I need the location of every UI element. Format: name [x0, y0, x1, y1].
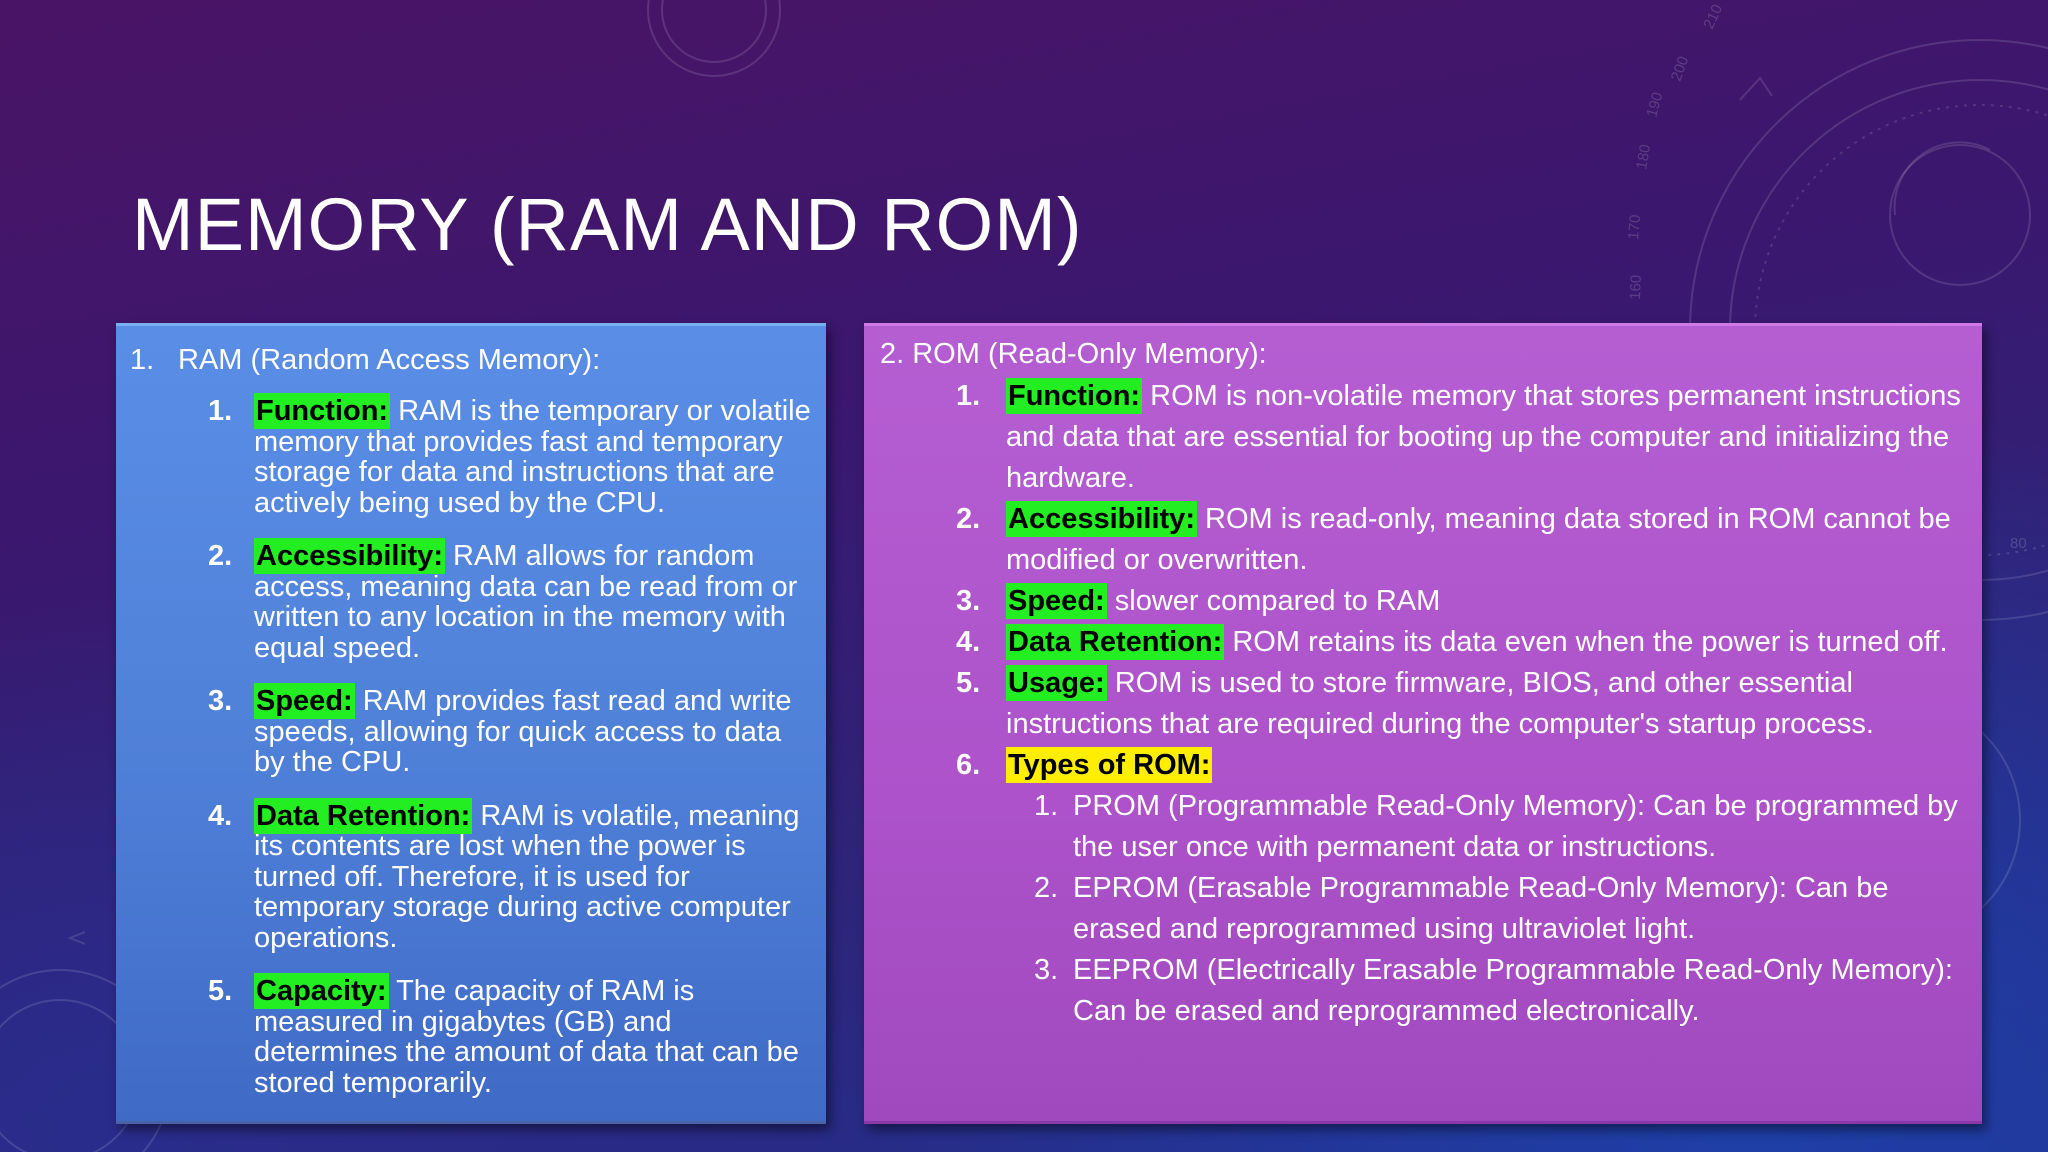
item-number: 1.	[208, 395, 233, 427]
item-text: ROM retains its data even when the power is turned off.	[1224, 626, 1948, 658]
dial-number: 190	[1643, 90, 1667, 120]
slide-title: MEMORY (RAM AND ROM)	[132, 183, 1083, 266]
sub-item-text: PROM (Programmable Read-Only Memory): Can be programmed by the user once with permanent data or instructions.	[1073, 790, 1958, 863]
ram-list-item	[116, 976, 826, 1098]
highlighted-label: Data Retention:	[1008, 626, 1223, 658]
item-number: 4.	[956, 626, 981, 658]
ram-list-item	[116, 686, 826, 778]
highlighted-label: Accessibility:	[256, 540, 443, 572]
item-number: 3.	[956, 585, 981, 617]
rom-list	[864, 376, 1982, 1032]
dial-number: 160	[1627, 274, 1645, 301]
item-text: RAM is volatile, meaning its contents are lost when the power is turned off. Therefore, it is used for temporary storage during active computer operations.	[254, 799, 800, 954]
rom-type-item	[864, 786, 1982, 868]
ram-panel	[116, 323, 826, 1124]
item-text: ROM is non-volatile memory that stores permanent instructions and data that are essential for booting up the computer and initializing the hardware.	[1006, 380, 1961, 494]
ram-heading-number: 1.	[130, 344, 155, 376]
highlighted-label: Data Retention:	[256, 799, 471, 832]
item-text: RAM allows for random access, meaning data can be read from or written to any location in the memory with equal speed.	[254, 540, 798, 664]
ram-list-item	[116, 541, 826, 663]
item-number: 2.	[208, 540, 233, 572]
highlighted-label: Speed:	[256, 685, 353, 717]
item-number: 4.	[208, 799, 233, 832]
dial-number: 180	[1633, 143, 1655, 171]
sub-item-number: 2.	[1034, 872, 1059, 904]
item-number: 5.	[208, 975, 233, 1007]
dial-number: 170	[1625, 213, 1645, 241]
rom-types-list	[864, 786, 1982, 1032]
rom-panel	[864, 323, 1982, 1124]
item-text: RAM is the temporary or volatile memory that provides fast and temporary storage for data and instructions that are actively being used by the CPU.	[254, 395, 811, 519]
dial-number: 200	[1667, 54, 1693, 84]
item-text: ROM is read-only, meaning data stored in ROM cannot be modified or overwritten.	[1006, 503, 1951, 576]
ram-heading-text: RAM (Random Access Memory):	[178, 344, 601, 376]
ram-heading	[130, 344, 600, 377]
item-text: RAM provides fast read and write speeds, allowing for quick access to data by the CPU.	[254, 685, 792, 778]
sub-item-text: EEPROM (Electrically Erasable Programmable Read-Only Memory): Can be erased and reprogrammed electronically.	[1073, 954, 1953, 1027]
rom-list-item	[864, 745, 1982, 786]
item-text: The capacity of RAM is measured in gigabytes (GB) and determines the amount of data that can be stored temporarily.	[254, 975, 799, 1099]
sub-item-number: 1.	[1034, 790, 1059, 822]
highlighted-label: Function:	[256, 395, 389, 427]
item-text: ROM is used to store firmware, BIOS, and other essential instructions that are required during the computer's startup process.	[1006, 667, 1874, 740]
rom-list-item	[864, 622, 1982, 663]
rom-list-item	[864, 499, 1982, 581]
item-number: 1.	[956, 380, 981, 412]
rom-type-item	[864, 950, 1982, 1032]
sub-item-text: EPROM (Erasable Programmable Read-Only Memory): Can be erased and reprogrammed using ultraviolet light.	[1073, 872, 1889, 945]
dial-number: 80	[2010, 535, 2027, 552]
ram-list	[116, 396, 826, 1121]
rom-type-item	[864, 868, 1982, 950]
item-number: 6.	[956, 749, 981, 781]
highlighted-label: Types of ROM:	[1008, 749, 1211, 781]
rom-heading: 2. ROM (Read-Only Memory):	[880, 338, 1267, 370]
highlighted-label: Accessibility:	[1008, 503, 1195, 535]
dial-number: 210	[1700, 1, 1727, 32]
sub-item-number: 3.	[1034, 954, 1059, 986]
rom-list-item	[864, 663, 1982, 745]
item-text: slower compared to RAM	[1106, 585, 1441, 617]
rom-list-item	[864, 376, 1982, 499]
highlighted-label: Usage:	[1008, 667, 1105, 699]
item-number: 2.	[956, 503, 981, 535]
item-number: 5.	[956, 667, 981, 699]
ram-list-item	[116, 801, 826, 954]
ram-list-item	[116, 396, 826, 518]
item-number: 3.	[208, 685, 233, 717]
rom-list-item	[864, 581, 1982, 622]
highlighted-label: Capacity:	[256, 975, 387, 1007]
highlighted-label: Speed:	[1008, 585, 1105, 617]
highlighted-label: Function:	[1008, 380, 1141, 412]
